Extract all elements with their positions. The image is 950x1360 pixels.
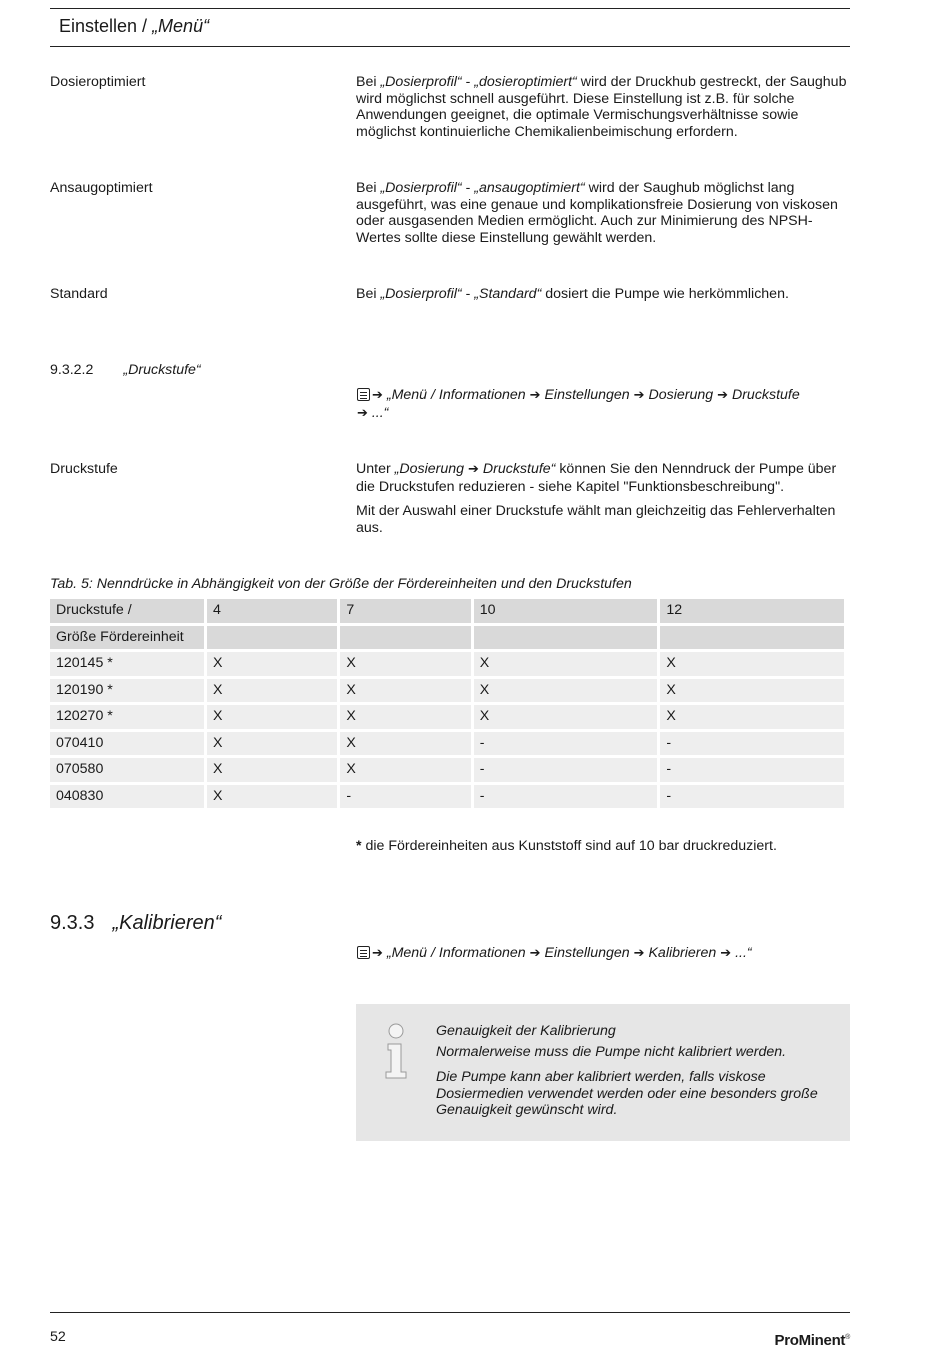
table-cell: X [474, 705, 658, 729]
table-cell: - [660, 758, 844, 782]
text-ansaugoptimiert: Bei „Dosierprofil“ - „ansaugoptimiert“ wird der Saughub möglichst lang ausgeführt, was eine genaue und komplikationsfreie Dosierung von viskosen oder ausgasenden Medien ermöglicht. Auch zur Minimierung des NPSH-Wertes sollte diese Einstellung gewählt werden. [356, 180, 838, 246]
table-cell: 120145 * [50, 652, 204, 676]
table-cell: 120270 * [50, 705, 204, 729]
label-dosieroptimiert: Dosieroptimiert [50, 74, 146, 90]
table-cell: X [340, 758, 470, 782]
table-cell: 070580 [50, 758, 204, 782]
table-header-cell: Druckstufe / [50, 599, 204, 623]
table-row [50, 679, 844, 703]
table-cell: - [660, 785, 844, 809]
table-header-cell: 12 [660, 599, 844, 623]
text-dosieroptimiert: Bei „Dosierprofil“ - „dosieroptimiert“ wird der Druckhub gestreckt, der Saughub wird möglichst schnell ausgeführt. Diese Einstellung ist z.B. für solche Anwendungen geeignet, die optimale Vermischungsverhältnisse sowie möglichst kontinuierliche Chemikalienbeimischung erfordern. [356, 74, 847, 140]
table-cell: - [474, 758, 658, 782]
table-cell: X [207, 732, 337, 756]
info-text [436, 1023, 836, 1128]
info-line: Normalerweise muss die Pumpe nicht kalibriert werden. [436, 1043, 787, 1060]
table-cell: X [660, 705, 844, 729]
table-caption: Tab. 5: Nenndrücke in Abhängigkeit von der Größe der Fördereinheiten und den Druckstufen [50, 576, 632, 592]
info-icon [378, 1022, 414, 1082]
table-cell: X [660, 679, 844, 703]
table-cell: X [340, 652, 470, 676]
label-standard: Standard [50, 286, 108, 302]
table-header-cell [340, 626, 470, 650]
label-ansaugoptimiert: Ansaugoptimiert [50, 180, 153, 196]
table-row [50, 785, 844, 809]
table-cell: 040830 [50, 785, 204, 809]
table-header-cell [474, 626, 658, 650]
table-cell: X [340, 705, 470, 729]
menu-path-kalibrieren: ➔ „Menü / Informationen ➔ Einstellungen ➔ Kalibrieren ➔ ...“ [357, 945, 852, 963]
table-row [50, 758, 844, 782]
label-druckstufe: Druckstufe [50, 461, 118, 477]
table-cell: X [207, 652, 337, 676]
table-cell: X [474, 679, 658, 703]
table-cell: - [474, 785, 658, 809]
info-title: Genauigkeit der Kalibrierung [436, 1023, 616, 1039]
table-header-cell [660, 626, 844, 650]
text-standard: Bei „Dosierprofil“ - „Standard“ dosiert die Pumpe wie herkömmlichen. [356, 286, 789, 302]
arrow-right-icon: ➔ [372, 388, 383, 403]
table-header-cell: 4 [207, 599, 337, 623]
table-header-cell: 10 [474, 599, 658, 623]
table-cell: - [340, 785, 470, 809]
arrow-right-icon: ➔ [357, 405, 368, 421]
table-header-cell [207, 626, 337, 650]
arrow-right-icon: ➔ [529, 946, 541, 961]
table-header-cell: 7 [340, 599, 470, 623]
page-header-title: Einstellen / „Menü“ [59, 16, 210, 36]
brand-logo: ProMinent® [774, 1332, 850, 1349]
table-row [50, 652, 844, 676]
table-cell: X [207, 679, 337, 703]
table-row [50, 705, 844, 729]
section-heading-druckstufe: 9.3.2.2 „Druckstufe“ [50, 362, 201, 378]
info-box [356, 1004, 850, 1141]
header-rule-bottom [50, 46, 850, 47]
table-cell: X [340, 679, 470, 703]
text-druckstufe: Unter „Dosierung ➔ Druckstufe“ können Sie den Nenndruck der Pumpe über die Druckstufen reduzieren - siehe Kapitel "Funktionsbeschreibung". Mit der Auswahl einer Druckstufe wählt man gleichzeitig das Fehlerverhalten aus. [356, 461, 837, 536]
arrow-right-icon: ➔ [717, 388, 728, 403]
table-cell: X [207, 705, 337, 729]
info-line: Die Pumpe kann aber kalibriert werden, falls viskose Dosiermedien verwendet werden oder eine besonders große Genauigkeit gewünscht wird. [436, 1069, 818, 1119]
table-cell: X [207, 785, 337, 809]
table-cell: 120190 * [50, 679, 204, 703]
table-cell: X [207, 758, 337, 782]
table-footnote: * die Fördereinheiten aus Kunststoff sind auf 10 bar druckreduziert. [356, 838, 777, 854]
table-cell: X [474, 652, 658, 676]
arrow-right-icon: ➔ [633, 388, 645, 403]
arrow-right-icon: ➔ [720, 946, 732, 961]
table-cell: X [340, 732, 470, 756]
menu-list-icon [357, 946, 370, 959]
page-number: 52 [50, 1329, 66, 1345]
header-rule-top [50, 8, 850, 9]
menu-path-druckstufe: ➔ „Menü / Informationen ➔ Einstellungen ➔ Dosierung ➔ Druckstufe ➔ ...“ [357, 387, 800, 421]
arrow-right-icon: ➔ [372, 946, 383, 961]
table-cell: - [474, 732, 658, 756]
arrow-right-icon: ➔ [633, 946, 645, 961]
table-cell: 070410 [50, 732, 204, 756]
table-cell: X [660, 652, 844, 676]
table-header-row [50, 599, 844, 623]
table-header-cell: Größe Fördereinheit [50, 626, 204, 650]
footer-rule [50, 1312, 850, 1313]
table-cell: - [660, 732, 844, 756]
menu-list-icon [357, 388, 370, 401]
arrow-right-icon: ➔ [529, 388, 541, 403]
pressure-table [47, 596, 847, 811]
table-header-row [50, 626, 844, 650]
table-row [50, 732, 844, 756]
arrow-right-icon: ➔ [468, 462, 479, 477]
section-heading-kalibrieren: 9.3.3 „Kalibrieren“ [50, 912, 222, 934]
